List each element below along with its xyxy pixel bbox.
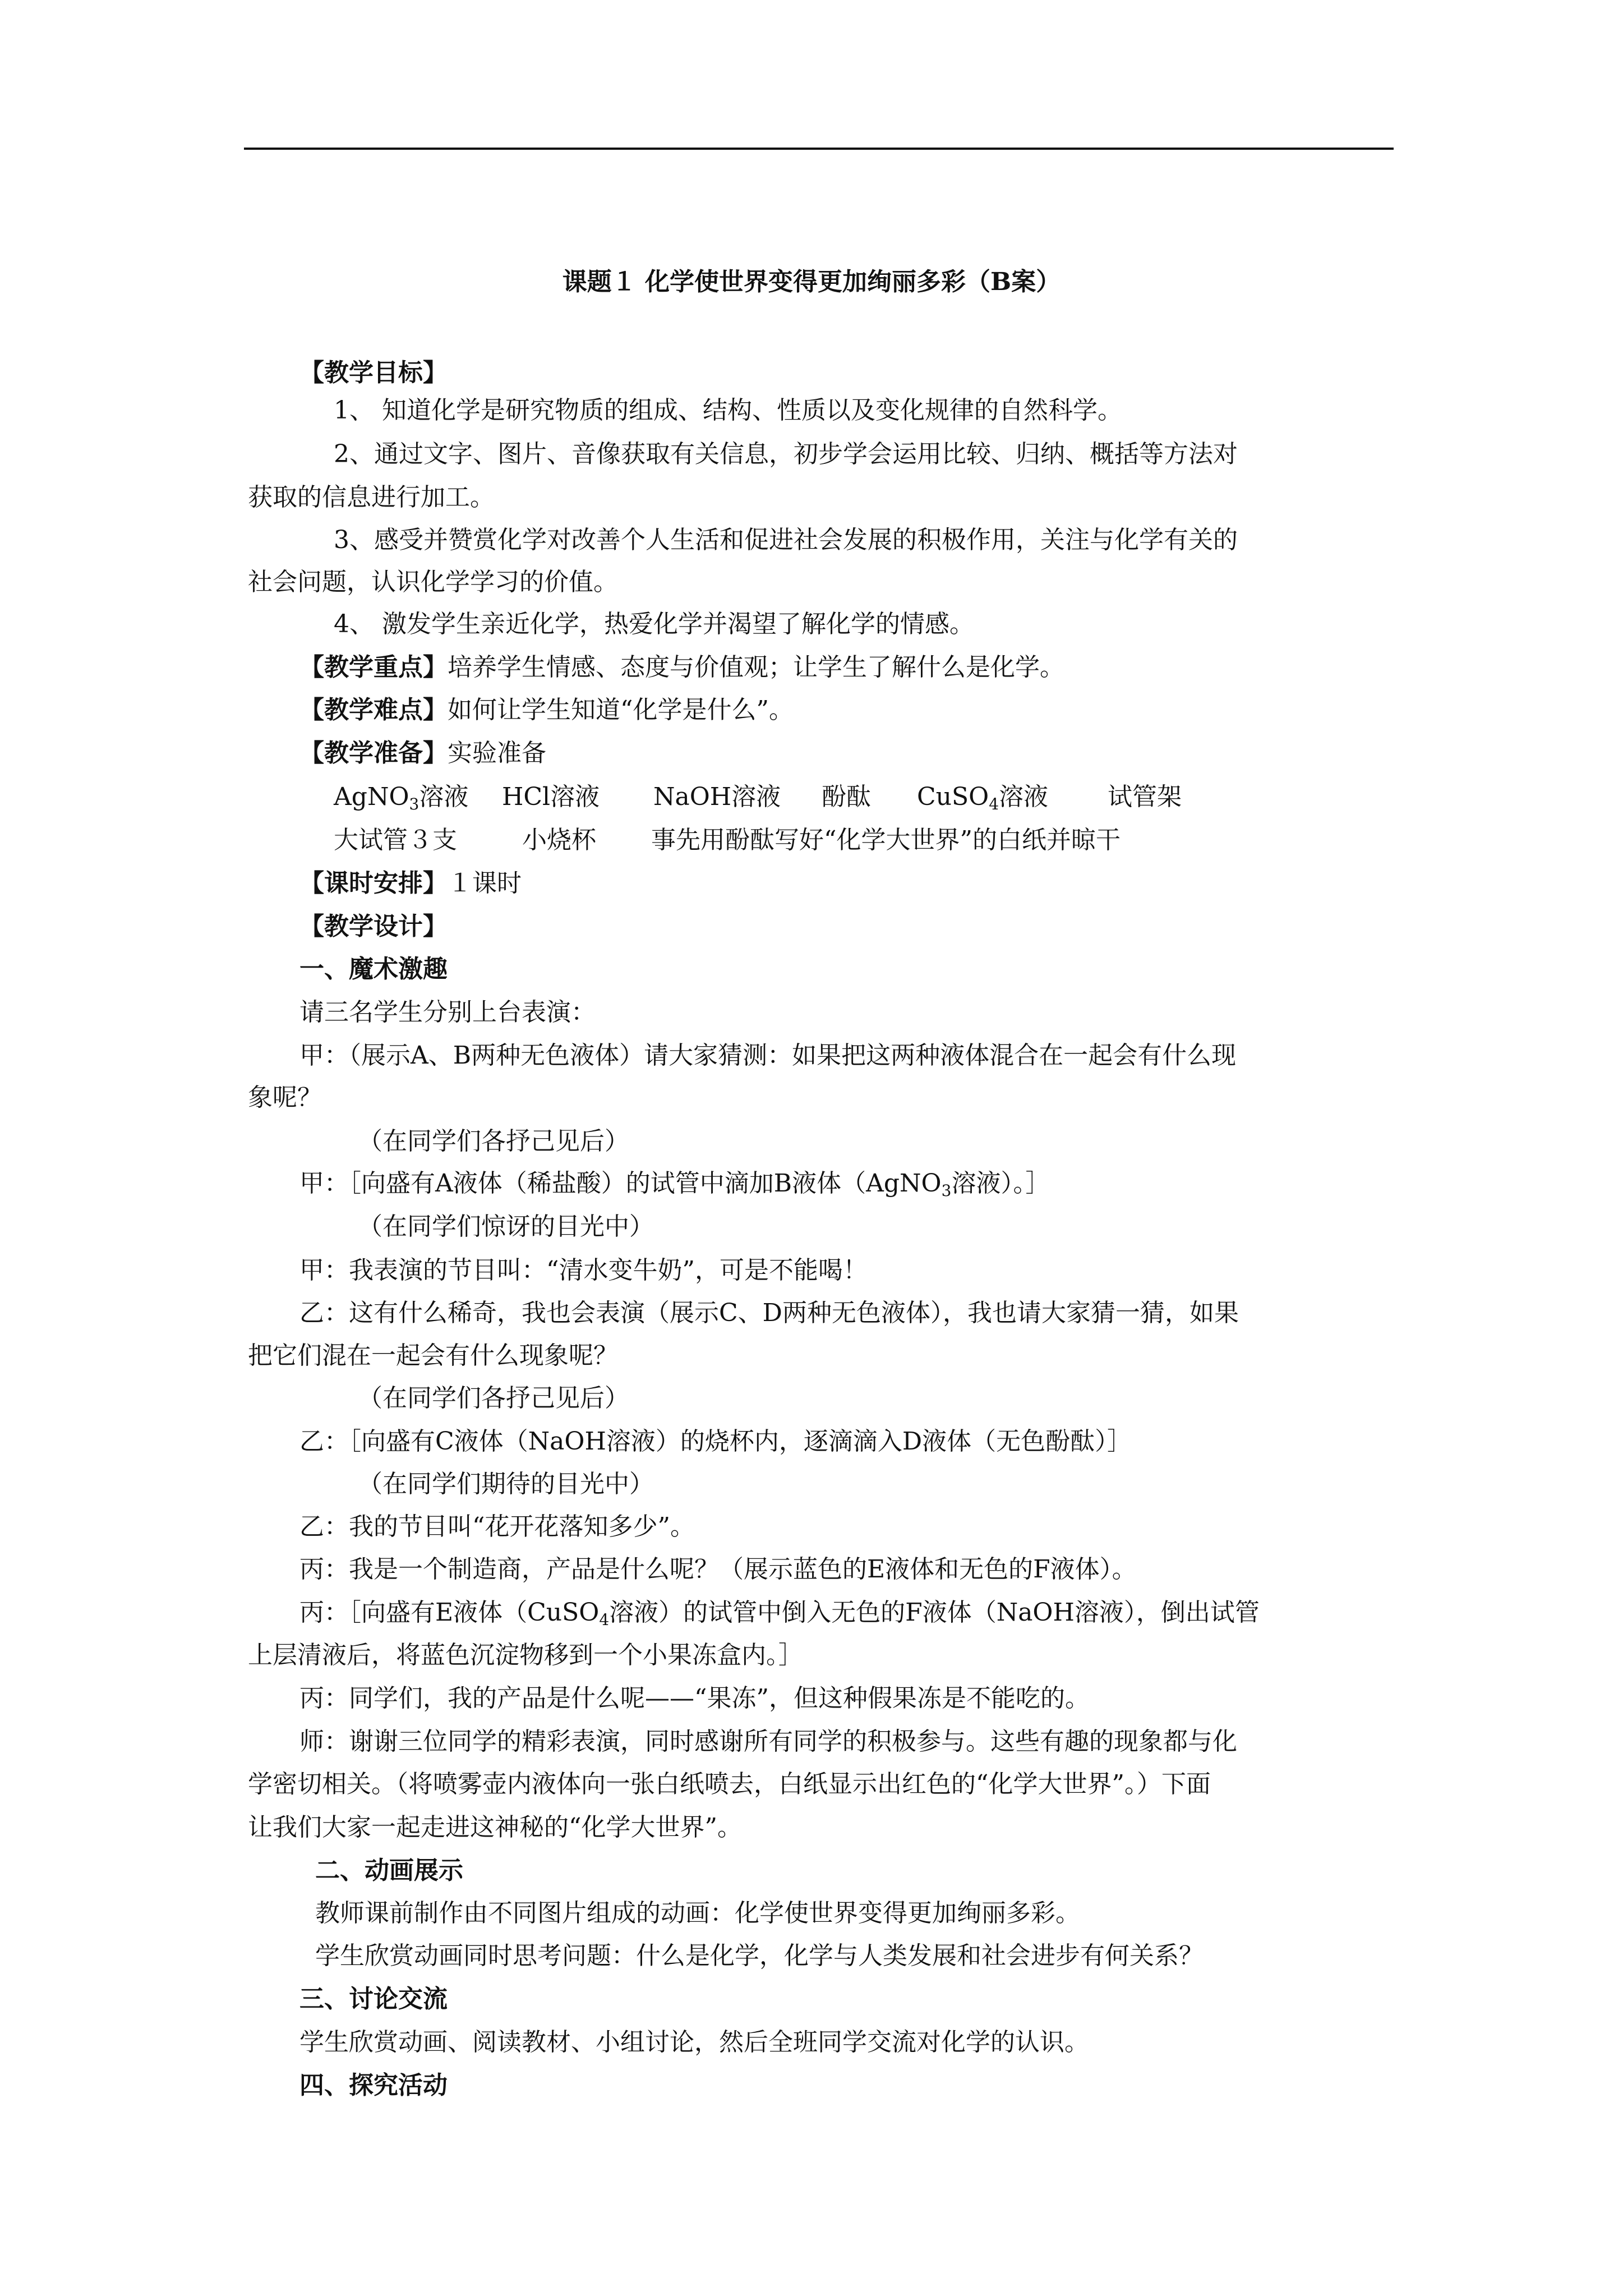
preparation	[299, 734, 546, 773]
objective-2-cont: 获取的信息进行加工。	[248, 483, 495, 512]
objective-2: 2、通过文字、图片、音像获取有关信息，初步学会运用比较、归纳、概括等方法对	[334, 440, 1238, 468]
section-2-heading: 二、动画展示	[315, 1856, 463, 1885]
performer-b-line-1-cont: 把它们混在一起会有什么现象呢？	[248, 1341, 618, 1370]
schedule	[299, 864, 522, 903]
performer-a-line-3: 甲：我表演的节目叫：“清水变牛奶”，可是不能喝！	[299, 1256, 868, 1285]
material-prepared-paper: 事先用酚酞写好“化学大世界”的白纸并晾干	[651, 826, 1121, 854]
section-2-line-2: 学生欣赏动画同时思考问题：什么是化学，化学与人类发展和社会进步有何关系？	[315, 1941, 1204, 1970]
stage-note-1: （在同学们各抒己见后）	[358, 1127, 629, 1156]
section-4-heading: 四、探究活动	[299, 2071, 448, 2100]
preparation-label: 【教学准备】	[299, 739, 448, 767]
section-2-line-1: 教师课前制作由不同图片组成的动画：化学使世界变得更加绚丽多彩。	[315, 1899, 1080, 1927]
performer-c-line-2: 丙：［向盛有E液体（CuSO$_4$溶液）的试管中倒入无色的F液体（NaOH溶液），倒出试管	[299, 1598, 1260, 1629]
difficulty-text: 如何让学生知道“化学是什么”。	[448, 696, 794, 724]
section-3-heading: 三、讨论交流	[299, 1985, 448, 2013]
material-large-tubes: 大试管３支	[334, 826, 457, 854]
performer-c-line-3: 丙：同学们，我的产品是什么呢——“果冻”，但这种假果冻是不能吃的。	[299, 1684, 1090, 1713]
performer-b-line-3: 乙：我的节目叫“花开花落知多少”。	[299, 1512, 695, 1541]
key-point-label: 【教学重点】	[299, 653, 448, 682]
schedule-label: 【课时安排】	[299, 869, 448, 898]
header-rule	[244, 148, 1394, 150]
performer-a-line-1: 甲：（展示A、B两种无色液体）请大家猜测：如果把这两种液体混合在一起会有什么现	[299, 1041, 1237, 1070]
materials-row-1	[334, 777, 1182, 817]
performer-a-line-2: 甲：［向盛有A液体（稀盐酸）的试管中滴加B液体（AgNO$_3$溶液）。］	[299, 1169, 1050, 1200]
objective-1: 1、 知道化学是研究物质的组成、结构、性质以及变化规律的自然科学。	[334, 396, 1122, 425]
teacher-line-3: 让我们大家一起走进这神秘的“化学大世界”。	[248, 1813, 742, 1842]
objective-3: 3、感受并赞赏化学对改善个人生活和促进社会发展的积极作用，关注与化学有关的	[334, 526, 1238, 554]
material-naoh: NaOH溶液	[653, 783, 781, 811]
materials-row-2	[334, 821, 1121, 860]
key-point	[299, 648, 1064, 687]
objective-4: 4、 激发学生亲近化学，热爱化学并渴望了解化学的情感。	[334, 610, 974, 638]
section-1-intro: 请三名学生分别上台表演：	[299, 998, 596, 1027]
difficulty	[299, 691, 794, 730]
performer-c-line-1: 丙：我是一个制造商，产品是什么呢？（展示蓝色的E液体和无色的F液体）。	[299, 1555, 1137, 1584]
performer-b-line-2: 乙：［向盛有C液体（NaOH溶液）的烧杯内，逐滴滴入D液体（无色酚酞）］	[299, 1427, 1132, 1456]
stage-note-3: （在同学们各抒己见后）	[358, 1384, 629, 1412]
stage-note-4: （在同学们期待的目光中）	[358, 1470, 654, 1498]
section-3-line-1: 学生欣赏动画、阅读教材、小组讨论，然后全班同学交流对化学的认识。	[299, 2028, 1089, 2056]
material-small-beaker: 小烧杯	[522, 826, 596, 854]
stage-note-2: （在同学们惊讶的目光中）	[358, 1212, 654, 1241]
performer-c-line-2-cont: 上层清液后，将蓝色沉淀物移到一个小果冻盒内。］	[248, 1641, 803, 1669]
material-agno3: AgNO$_3$溶液	[334, 783, 469, 813]
section-1-heading: 一、魔术激趣	[299, 955, 448, 983]
preparation-text: 实验准备	[448, 739, 546, 767]
schedule-text: １课时	[448, 869, 522, 898]
material-hcl: HCl溶液	[502, 783, 600, 811]
objective-3-cont: 社会问题，认识化学学习的价值。	[248, 568, 618, 596]
design-heading: 【教学设计】	[299, 912, 448, 941]
material-cuso4: CuSO$_4$溶液	[917, 783, 1049, 813]
difficulty-label: 【教学难点】	[299, 696, 448, 724]
objectives-heading: 【教学目标】	[299, 358, 448, 387]
performer-b-line-1: 乙：这有什么稀奇，我也会表演（展示C、D两种无色液体），我也请大家猜一猜，如果	[299, 1299, 1239, 1327]
teacher-line-2: 学密切相关。（将喷雾壶内液体向一张白纸喷去，白纸显示出红色的“化学大世界”。）下面	[248, 1770, 1211, 1798]
document-title: 课题１ 化学使世界变得更加绚丽多彩（B案）	[562, 268, 1061, 296]
key-point-text: 培养学生情感、态度与价值观；让学生了解什么是化学。	[448, 653, 1064, 682]
material-phenolphthalein: 酚酞	[822, 783, 871, 811]
teacher-line-1: 师：谢谢三位同学的精彩表演，同时感谢所有同学的积极参与。这些有趣的现象都与化	[299, 1727, 1237, 1756]
material-test-tube-rack: 试管架	[1108, 783, 1182, 811]
performer-a-line-1-cont: 象呢？	[248, 1083, 322, 1112]
